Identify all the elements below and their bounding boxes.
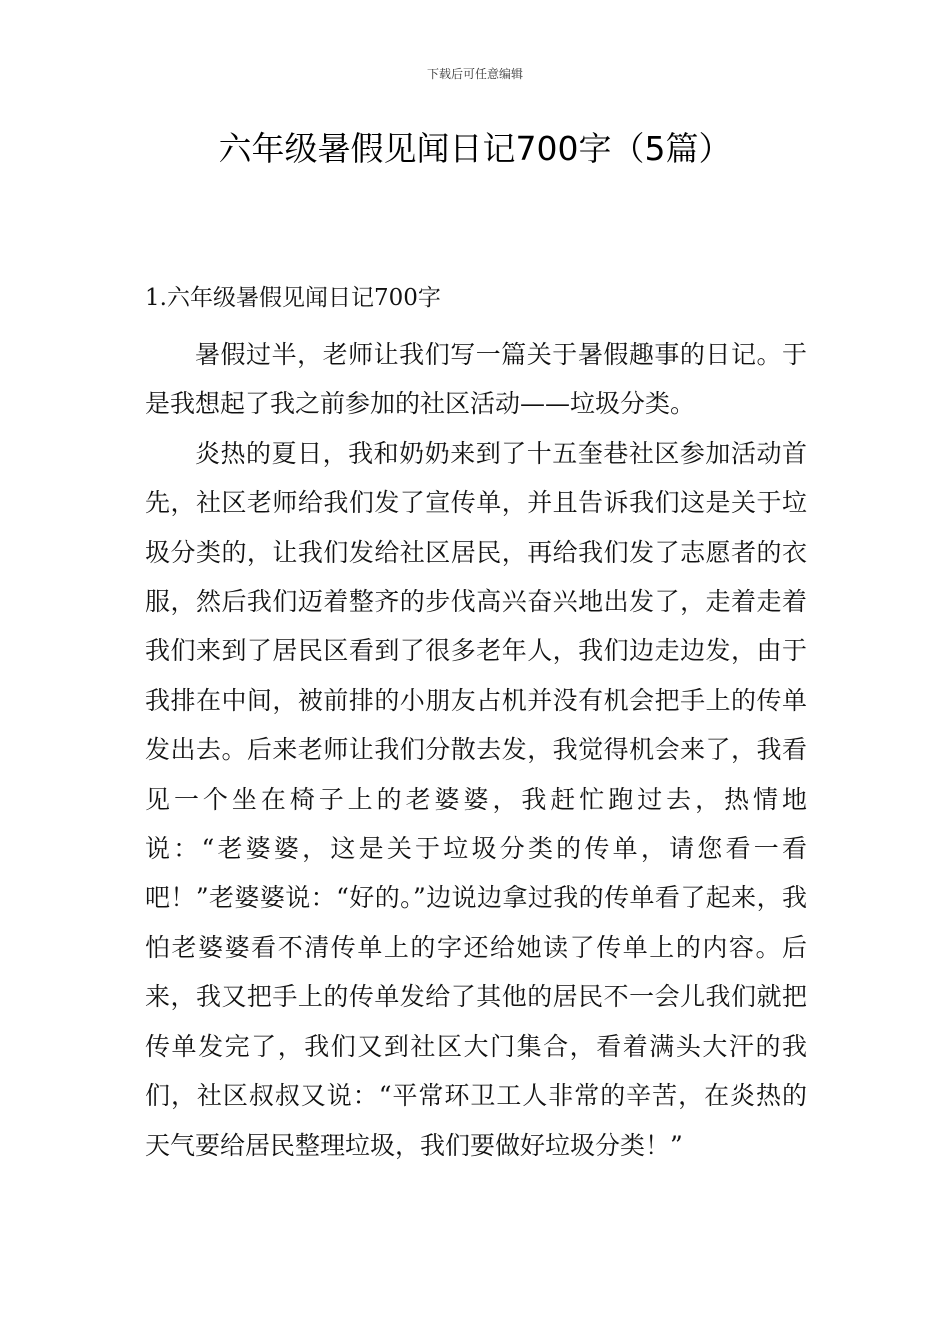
paragraph-1: 暑假过半，老师让我们写一篇关于暑假趣事的日记。于是我想起了我之前参加的社区活动——垃圾分类。 [145, 340, 807, 419]
document-body [145, 330, 807, 1170]
paragraph-2: 炎热的夏日，我和奶奶来到了十五奎巷社区参加活动首先，社区老师给我们发了宣传单，并且告诉我们这是关于垃圾分类的，让我们发给社区居民，再给我们发了志愿者的衣服，然后我们迈着整齐的步伐高兴奋兴地出发了，走着走着我们来到了居民区看到了很多老年人，我们边走边发，由于我排在中间，被前排的小朋友占机并没有机会把手上的传单发出去。后来老师让我们分散去发，我觉得机会来了，我看见一个坐在椅子上的老婆婆，我赶忙跑过去，热情地说：“老婆婆，这是关于垃圾分类的传单，请您看一看吧！”老婆婆说：“好的。”边说边拿过我的传单看了起来，我怕老婆婆看不清传单上的字还给她读了传单上的内容。后来，我又把手上的传单发给了其他的居民不一会儿我们就把传单发完了，我们又到社区大门集合，看着满头大汗的我们，社区叔叔又说：“平常环卫工人非常的辛苦，在炎热的天气要给居民整理垃圾，我们要做好垃圾分类！” [145, 438, 807, 1160]
section-heading: 1.六年级暑假见闻日记700字 [145, 285, 441, 311]
header-note: 下载后可任意编辑 [426, 67, 523, 81]
document-title: 六年级暑假见闻日记700字（5篇） [218, 129, 732, 168]
